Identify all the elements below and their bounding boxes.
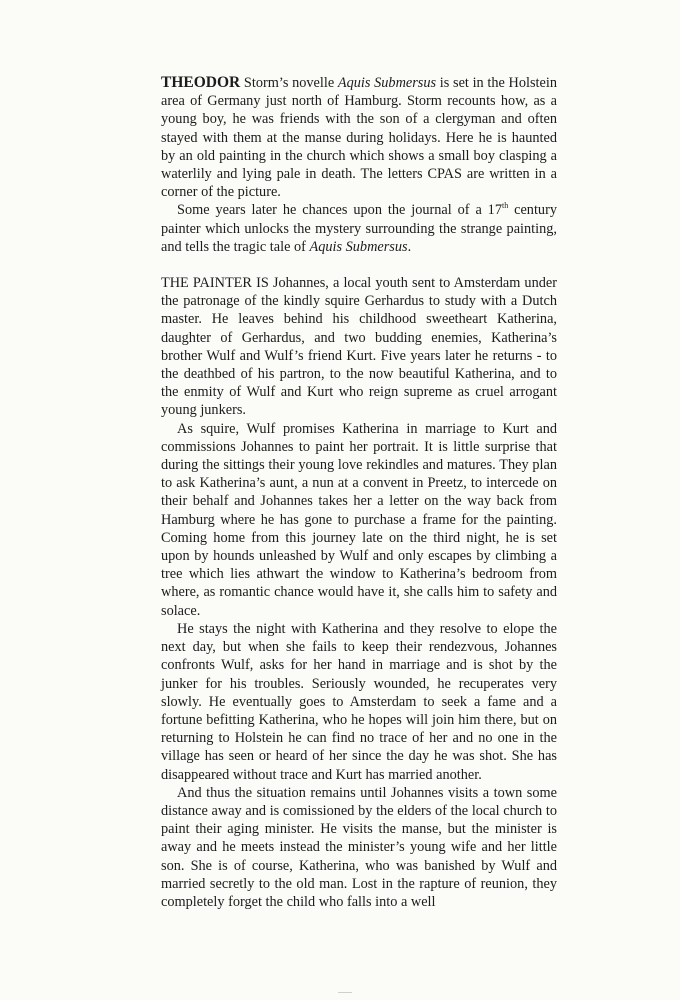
book-title: Aquis Submersus [309, 238, 408, 255]
paragraph-reunion: And thus the situation remains until Johannes visits a town some distance away and is comissioned by the elders of the local church to paint their aging minister. He visits the manse, but the minister is away and he meets instead the minister’s young wife and her little son. She is of course, Katherina, who was banished by Wulf and married secretly to the old man. Lost in the rapture of reunion, they completely forget the child who falls into a well [161, 784, 557, 910]
text-run: Johannes, a local youth sent to Amsterdam under the patronage of the kindly squire Gerhardus to study with a Dutch master. He leaves behind his childhood sweetheart Katherina, daughter of Gerhardus, and two budding enemies, Katherina’s brother Wulf and Wulf’s friend Kurt. Five years later he returns - to the deathbed of his partron, to the now beautiful Katherina, and to the enmity of Wulf and Kurt who reign supreme as cruel arrogant young junkers. [161, 275, 557, 419]
paragraph-portrait: As squire, Wulf promises Katherina in marriage to Kurt and commissions Johannes to paint her portrait. It is little surprise that during the sittings their young love rekindles and matures. They plan to ask Katherina’s aunt, a nun at a convent in Preetz, to intercede on their behalf and Johannes takes her a letter on the way back from Hamburg where he has gone to purchase a frame for the painting. Coming home from this journey late on the third night, he is set upon by hounds unleashed by Wulf and only escapes by climbing a tree which lies athwart the window to Katherina’s bedroom from where, as romantic chance would have it, she calls him to safety and solace. [161, 420, 557, 619]
ordinal-suffix: th [501, 201, 509, 211]
section-lead: THE PAINTER IS [161, 275, 269, 292]
paragraph-elope: He stays the night with Katherina and they resolve to elope the next day, but when she fails to keep their rendezvous, Johannes confronts Wulf, asks for her hand in marriage and is shot by the junker for his troubles. Seriously wounded, he recuperates very slowly. He eventually goes to Amsterdam to seek a fame and a fortune befitting Katherina, who he hopes will join him there, but on returning to Holstein he can find no trace of her and no one in the village has seen or heard of her since the day he was shot. She has disappeared without trace and Kurt has married another. [161, 620, 557, 783]
paragraph-journal [161, 201, 557, 256]
text-run: . [407, 238, 412, 255]
lead-word: THEODOR [161, 74, 241, 91]
page-footer-mark [338, 992, 352, 997]
paragraph-intro [161, 74, 557, 201]
paragraph-painter [161, 274, 557, 420]
text-run: is set in the Holstein area of Germany just north of Hamburg. Storm recounts how, as a young boy, he was friends with the son of a clergyman and often stayed with them at the manse during holidays. Here he is haunted by an old painting in the church which shows a small boy clasping a waterlily and lying pale in death. The letters CPAS are written in a corner of the picture. [161, 75, 557, 201]
book-title: Aquis Submersus [337, 75, 437, 91]
article-body [161, 74, 557, 911]
text-run: Some years later he chances upon the journal of a 17 [177, 202, 502, 219]
text-run: century painter which unlocks the mystery surrounding the strange painting, and tells the tragic tale of [161, 202, 557, 255]
text-run: Storm’s novelle [240, 75, 338, 91]
